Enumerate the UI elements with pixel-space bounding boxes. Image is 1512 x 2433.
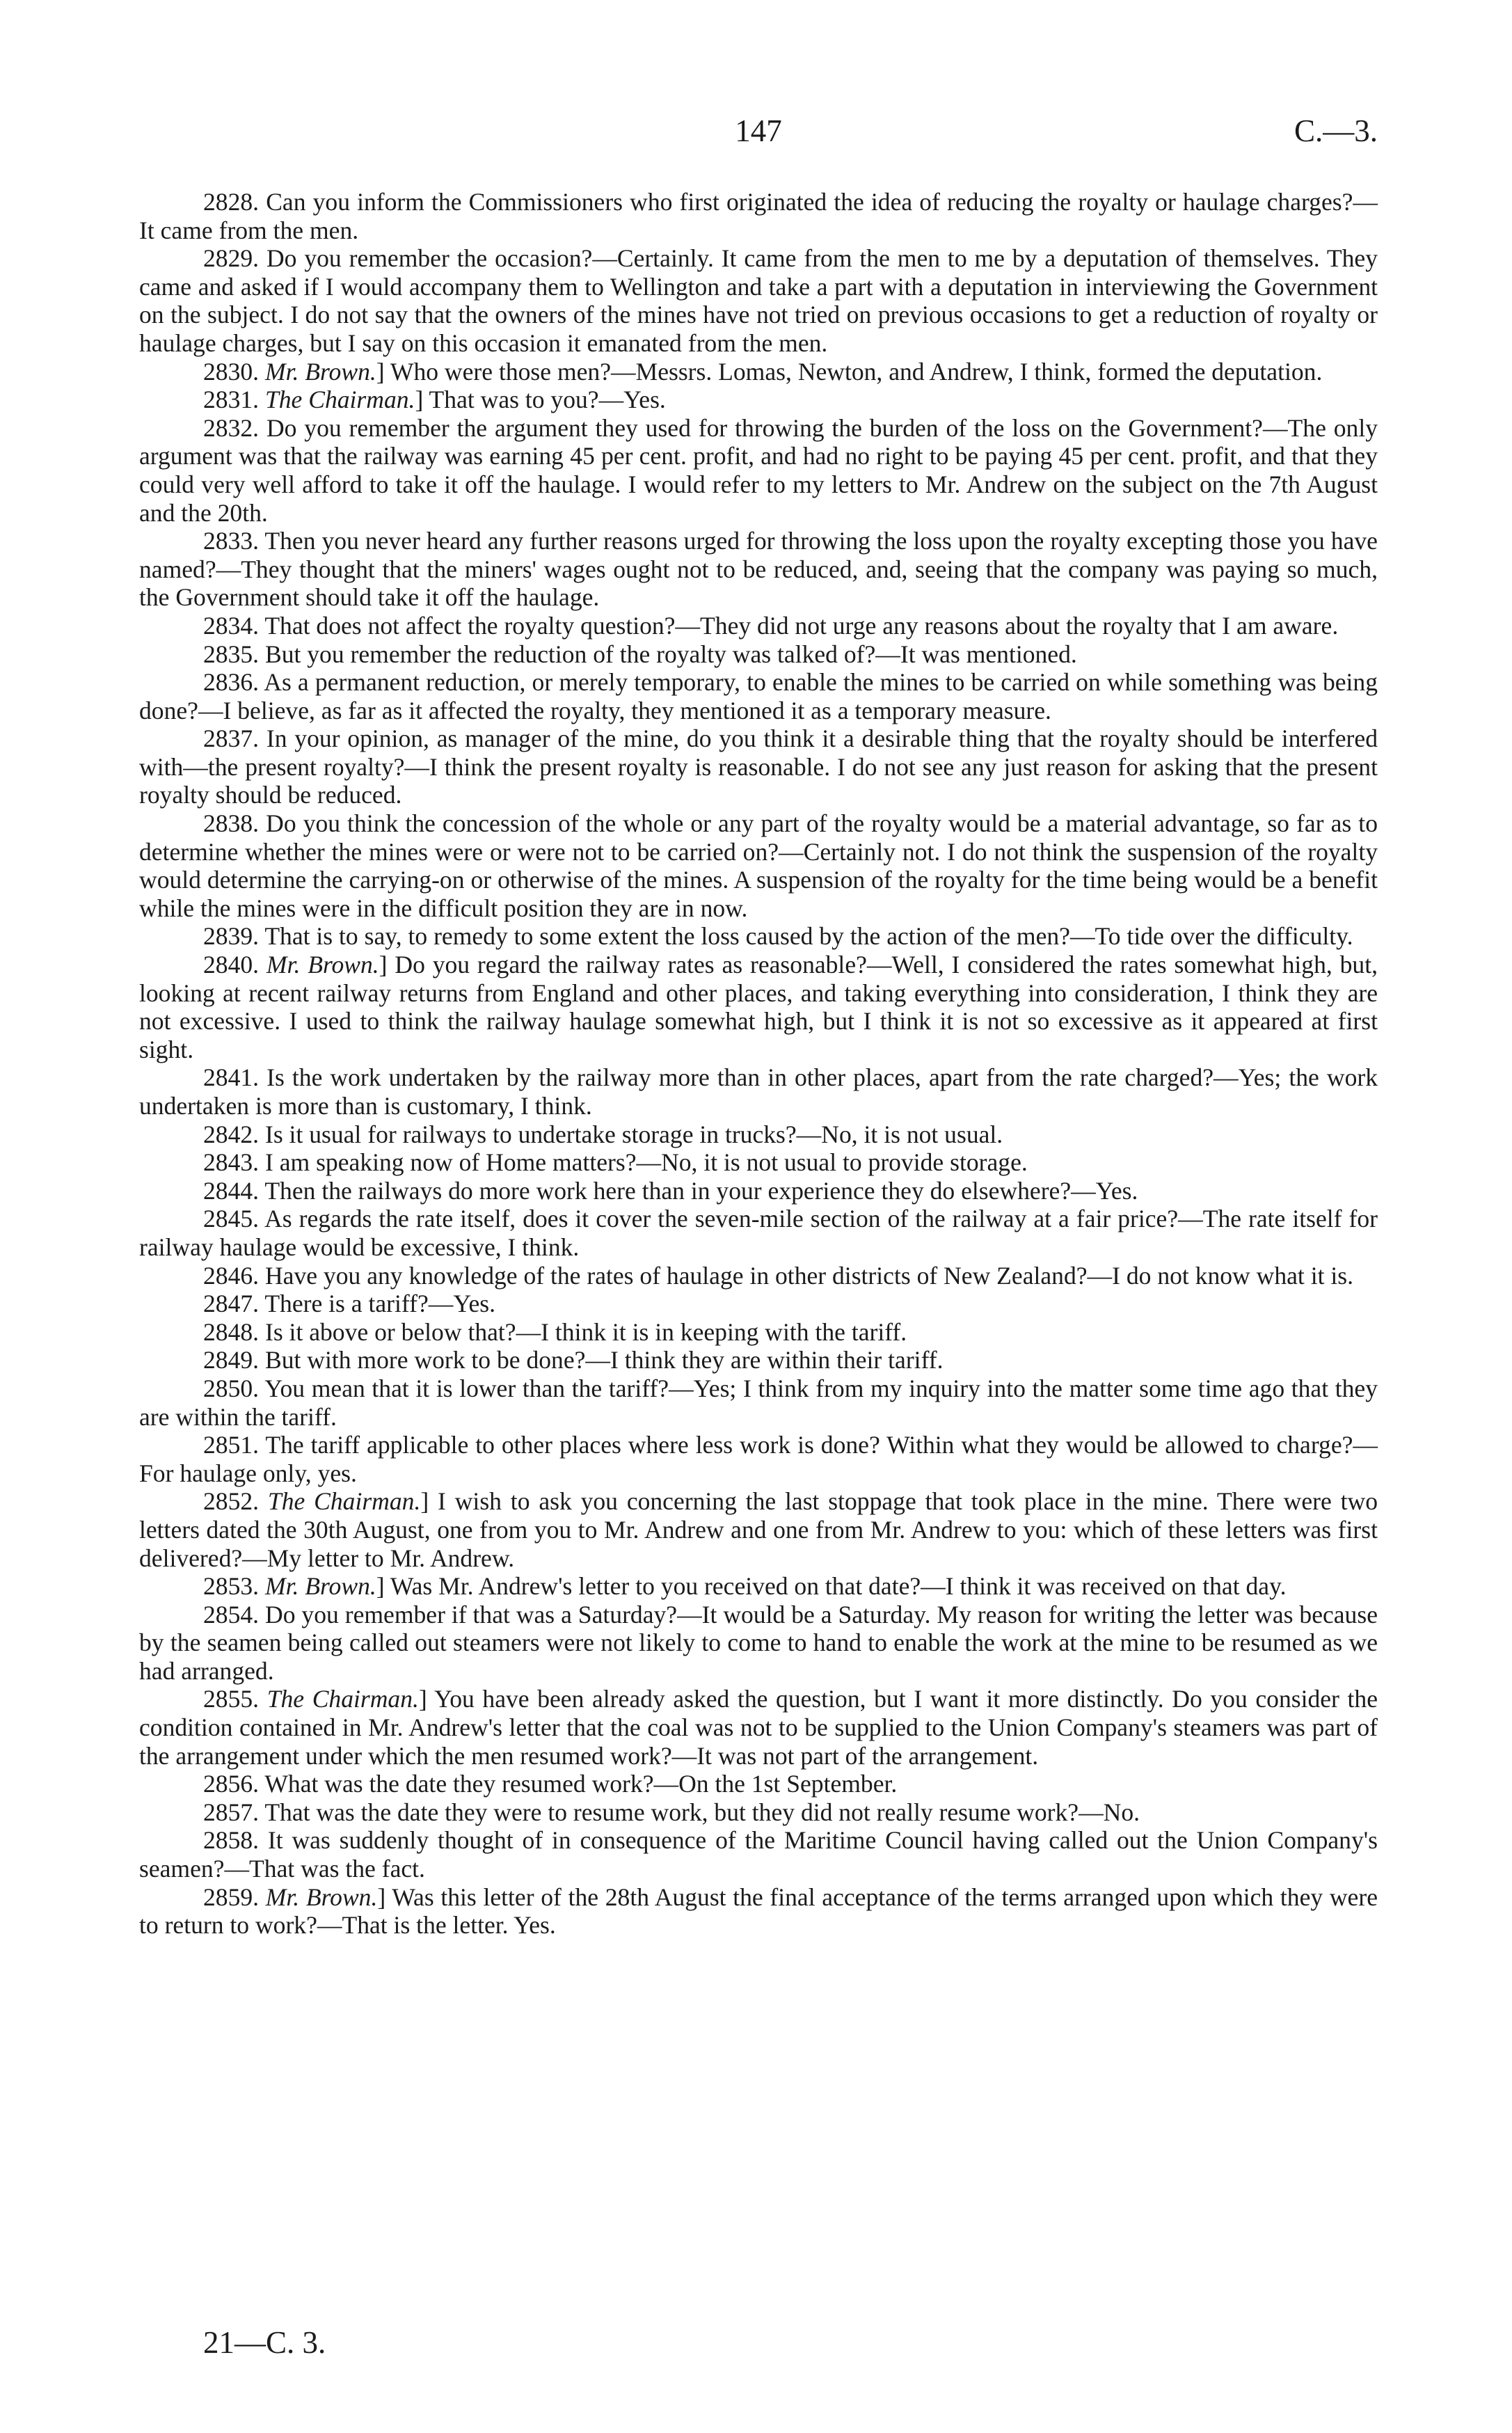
question-number: 2855. bbox=[203, 1685, 260, 1713]
question-number: 2834. bbox=[203, 611, 260, 640]
paragraph-text: The tariff applicable to other places where less work is done? Within what they would be allowed to charge?—For haulage only, yes. bbox=[139, 1431, 1378, 1487]
paragraph-text: Do you regard the railway rates as reasonable?—Well, I considered the rates somewhat high, but, looking at recent railway returns from England and other places, and taking everything into consideration, I think they are not excessive. I used to think the railway haulage somewhat high, but I think it is not so excessive as it appeared at first sight. bbox=[139, 951, 1378, 1063]
testimony-paragraph bbox=[139, 640, 1378, 669]
question-number: 2847. bbox=[203, 1290, 260, 1318]
paragraph-text: What was the date they resumed work?—On the 1st September. bbox=[264, 1770, 898, 1798]
speaker-name: Mr. Brown. bbox=[265, 1883, 378, 1911]
testimony-paragraph bbox=[139, 1063, 1378, 1120]
paragraph-text: That was to you?—Yes. bbox=[429, 386, 666, 414]
testimony-paragraph bbox=[139, 1601, 1378, 1686]
question-number: 2851. bbox=[203, 1431, 260, 1459]
testimony-paragraph bbox=[139, 1177, 1378, 1205]
question-number: 2829. bbox=[203, 244, 260, 273]
question-number: 2856. bbox=[203, 1770, 260, 1798]
testimony-paragraph: 2859. Mr. Brown.] Was this letter of the 28th August the final acceptance of the terms arranged upon which they were to return to work?—That is the letter. Yes. bbox=[139, 1883, 1378, 1940]
testimony-paragraph bbox=[139, 1431, 1378, 1487]
testimony-paragraph: 2855. The Chairman.] You have been already asked the question, but I want it more distinctly. Do you consider the condition contained in Mr. Andrew's letter that the coal was not to be supplied to the Union Company's steamers was part of the arrangement under which the men resumed work?—It was not part of the arrangement. bbox=[139, 1685, 1378, 1770]
question-number: 2838. bbox=[203, 809, 260, 838]
paragraph-text: In your opinion, as manager of the mine, do you think it a desirable thing that the royalty should be interfered with—the present royalty?—I think the present royalty is reasonable. I do not see any just reason for asking that the present royalty should be reduced. bbox=[139, 724, 1378, 809]
testimony-paragraph bbox=[139, 1205, 1378, 1261]
question-number: 2828. bbox=[203, 188, 260, 216]
question-number: 2857. bbox=[203, 1798, 260, 1826]
paragraph-text: Then you never heard any further reasons urged for throwing the loss upon the royalty excepting those you have named?—They thought that the miners' wages ought not to be reduced, and, seeing that the company was paying so much, the Government should take it off the haulage. bbox=[139, 527, 1378, 612]
paragraph-text: That was the date they were to resume work, but they did not really resume work?—No. bbox=[264, 1798, 1140, 1826]
paragraph-text: That is to say, to remedy to some extent the loss caused by the action of the men?—To tide over the difficulty. bbox=[264, 922, 1353, 951]
paragraph-text: As regards the rate itself, does it cover the seven-mile section of the railway at a fair price?—The rate itself for railway haulage would be excessive, I think. bbox=[139, 1205, 1378, 1261]
speaker-name: Mr. Brown. bbox=[264, 1572, 376, 1601]
testimony-body bbox=[139, 188, 1378, 1940]
question-number: 2831. bbox=[203, 386, 260, 414]
question-number: 2835. bbox=[203, 640, 260, 668]
paragraph-text: As a permanent reduction, or merely temporary, to enable the mines to be carried on while something was being done?—I believe, as far as it affected the royalty, they mentioned it as a temporary measure. bbox=[139, 668, 1378, 724]
document-reference: C.—3. bbox=[1294, 113, 1378, 148]
testimony-paragraph bbox=[139, 244, 1378, 357]
page-header bbox=[139, 110, 1378, 152]
question-number: 2854. bbox=[203, 1600, 260, 1628]
paragraph-text: That does not affect the royalty question?—They did not urge any reasons about the royalty that I am aware. bbox=[264, 611, 1339, 640]
testimony-paragraph bbox=[139, 414, 1378, 527]
testimony-paragraph bbox=[139, 1262, 1378, 1290]
paragraph-text: Is it above or below that?—I think it is in keeping with the tariff. bbox=[264, 1317, 907, 1346]
testimony-paragraph bbox=[139, 1148, 1378, 1177]
testimony-paragraph: 2852. The Chairman.] I wish to ask you concerning the last stoppage that took place in the mine. There were two letters dated the 30th August, one from you to Mr. Andrew and one from Mr. Andrew to you: which of these letters was first delivered?—My letter to Mr. Andrew. bbox=[139, 1487, 1378, 1572]
question-number: 2839. bbox=[203, 922, 260, 951]
paragraph-text: Do you remember the argument they used for throwing the burden of the loss on the Government?—The only argument was that the railway was earning 45 per cent. profit, and had no right to be paying 45 per cent. profit, and that they could very well afford to take it off the haulage. I would refer to my letters to Mr. Andrew on the subject on the 7th August and the 20th. bbox=[139, 413, 1378, 527]
testimony-paragraph bbox=[139, 612, 1378, 640]
question-number: 2843. bbox=[203, 1148, 260, 1177]
question-number: 2858. bbox=[203, 1826, 260, 1855]
paragraph-text: Do you think the concession of the whole or any part of the royalty would be a material advantage, so far as to determine whether the mines were or were not to be carried on?—Certainly not. I do not think the suspension of the royalty would determine the carrying-on or otherwise of the mines. A suspension of the royalty for the time being would be a benefit while the mines were in the difficult position they are in now. bbox=[139, 809, 1378, 922]
paragraph-text: Who were those men?—Messrs. Lomas, Newton, and Andrew, I think, formed the deputation. bbox=[390, 357, 1323, 386]
question-number: 2836. bbox=[203, 668, 260, 697]
paragraph-text: Was this letter of the 28th August the final acceptance of the terms arranged upon which they were to return to work?—That is the letter. Yes. bbox=[139, 1883, 1378, 1940]
paragraph-text: You have been already asked the question, but I want it more distinctly. Do you consider the condition contained in Mr. Andrew's letter that the coal was not to be supplied to the Union Company's steamers was part of the arrangement under which the men resumed work?—It was not part of the arrangement. bbox=[139, 1685, 1378, 1770]
question-number: 2848. bbox=[203, 1317, 260, 1346]
paragraph-text: I wish to ask you concerning the last stoppage that took place in the mine. There were two letters dated the 30th August, one from you to Mr. Andrew and one from Mr. Andrew to you: which of these letters was first delivered?—My letter to Mr. Andrew. bbox=[139, 1487, 1378, 1572]
speaker-name: The Chairman. bbox=[264, 386, 415, 414]
testimony-paragraph bbox=[139, 922, 1378, 951]
question-number: 2853. bbox=[203, 1572, 260, 1601]
paragraph-text: Do you remember if that was a Saturday?—It would be a Saturday. My reason for writing the letter was because by the seamen being called out steamers were not likely to come to hand to enable the work at the mine to be resumed as we had arranged. bbox=[139, 1600, 1378, 1685]
testimony-paragraph bbox=[139, 1374, 1378, 1431]
question-number: 2845. bbox=[203, 1205, 260, 1233]
question-number: 2841. bbox=[203, 1063, 260, 1092]
testimony-paragraph: 2830. Mr. Brown.] Who were those men?—Messrs. Lomas, Newton, and Andrew, I think, formed the deputation. bbox=[203, 357, 1323, 386]
speaker-name: The Chairman. bbox=[267, 1487, 421, 1516]
question-number: 2849. bbox=[203, 1346, 260, 1374]
testimony-paragraph bbox=[139, 188, 1378, 244]
paragraph-text: It was suddenly thought of in consequence of the Maritime Council having called out the Union Company's seamen?—That was the fact. bbox=[139, 1826, 1378, 1883]
speaker-name: Mr. Brown. bbox=[266, 951, 379, 979]
paragraph-text: You mean that it is lower than the tariff?—Yes; I think from my inquiry into the matter some time ago that they are within the tariff. bbox=[139, 1374, 1378, 1431]
testimony-paragraph bbox=[139, 668, 1378, 724]
question-number: 2850. bbox=[203, 1374, 260, 1402]
question-number: 2859. bbox=[203, 1883, 260, 1911]
testimony-paragraph bbox=[139, 809, 1378, 922]
paragraph-text: Was Mr. Andrew's letter to you received on that date?—I think it was received on that day. bbox=[390, 1572, 1287, 1601]
testimony-paragraph: 2840. Mr. Brown.] Do you regard the railway rates as reasonable?—Well, I considered the rates somewhat high, but, looking at recent railway returns from England and other places, and taking everything into consideration, I think they are not excessive. I used to think the railway haulage somewhat high, but I think it is not so excessive as it appeared at first sight. bbox=[139, 951, 1378, 1063]
question-number: 2844. bbox=[203, 1176, 260, 1205]
question-number: 2852. bbox=[203, 1487, 260, 1516]
testimony-paragraph: 2831. The Chairman.] That was to you?—Yes. bbox=[203, 386, 666, 414]
question-number: 2830. bbox=[203, 357, 260, 386]
paragraph-text: Can you inform the Commissioners who first originated the idea of reducing the royalty or haulage charges?—It came from the men. bbox=[139, 188, 1378, 244]
paragraph-text: Is the work undertaken by the railway more than in other places, apart from the rate charged?—Yes; the work undertaken is more than is customary, I think. bbox=[139, 1063, 1378, 1120]
paragraph-text: I am speaking now of Home matters?—No, it is not usual to provide storage. bbox=[264, 1148, 1028, 1177]
speaker-name: Mr. Brown. bbox=[264, 357, 376, 386]
testimony-paragraph bbox=[139, 724, 1378, 809]
paragraph-text: Then the railways do more work here than in your experience they do elsewhere?—Yes. bbox=[264, 1176, 1138, 1205]
testimony-paragraph bbox=[139, 1120, 1378, 1149]
paragraph-text: There is a tariff?—Yes. bbox=[264, 1290, 495, 1318]
testimony-paragraph bbox=[139, 1318, 1378, 1347]
question-number: 2833. bbox=[203, 527, 260, 555]
testimony-paragraph bbox=[139, 1798, 1378, 1827]
paragraph-text: Is it usual for railways to undertake storage in trucks?—No, it is not usual. bbox=[264, 1120, 1003, 1148]
paragraph-text: Do you remember the occasion?—Certainly. It came from the men to me by a deputation of themselves. They came and asked if I would accompany them to Wellington and take a part with a deputation in interviewing the Government on the subject. I do not say that the owners of the mines have not tried on previous occasions to get a reduction of royalty or haulage charges, but I say on this occasion it emanated from the men. bbox=[139, 244, 1378, 357]
testimony-paragraph bbox=[139, 1770, 1378, 1798]
paragraph-text: But with more work to be done?—I think they are within their tariff. bbox=[264, 1346, 944, 1374]
paragraph-text: But you remember the reduction of the royalty was talked of?—It was mentioned. bbox=[264, 640, 1077, 668]
testimony-paragraph: 2853. Mr. Brown.] Was Mr. Andrew's letter to you received on that date?—I think it was received on that day. bbox=[203, 1572, 1287, 1601]
testimony-paragraph bbox=[139, 1826, 1378, 1883]
printer-signature: 21—C. 3. bbox=[203, 2325, 326, 2360]
speaker-name: The Chairman. bbox=[266, 1685, 419, 1713]
testimony-paragraph bbox=[139, 527, 1378, 612]
page-number: 147 bbox=[735, 113, 782, 148]
question-number: 2846. bbox=[203, 1261, 260, 1290]
testimony-paragraph bbox=[139, 1290, 1378, 1318]
paragraph-text: Have you any knowledge of the rates of haulage in other districts of New Zealand?—I do not know what it is. bbox=[264, 1261, 1353, 1290]
testimony-paragraph bbox=[139, 1346, 1378, 1374]
question-number: 2832. bbox=[203, 413, 260, 442]
question-number: 2840. bbox=[203, 951, 260, 979]
question-number: 2842. bbox=[203, 1120, 260, 1148]
question-number: 2837. bbox=[203, 724, 260, 753]
